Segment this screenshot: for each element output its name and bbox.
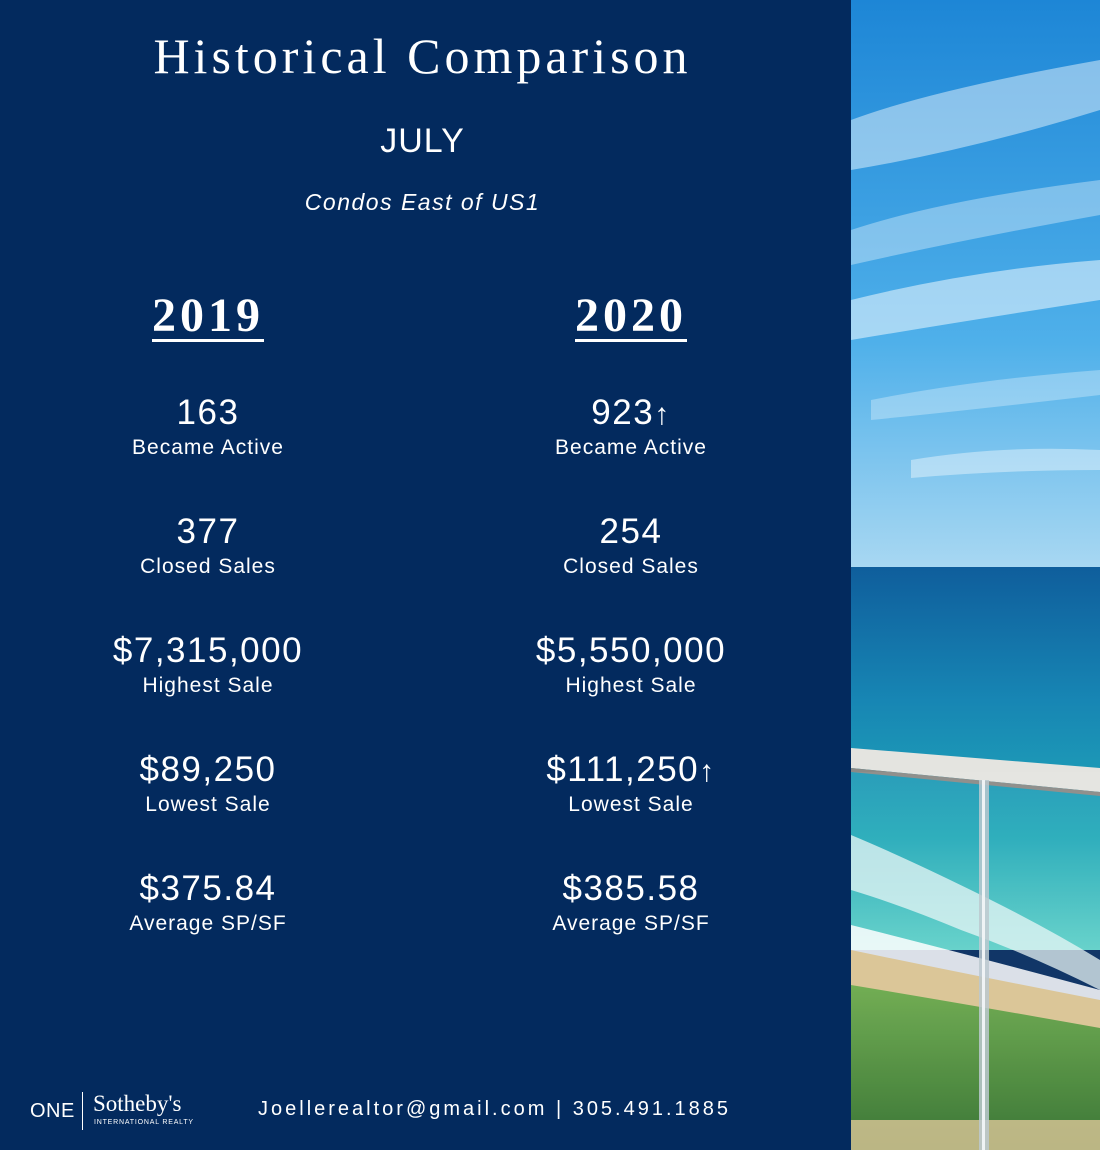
up-arrow-icon: ↑ <box>654 398 671 431</box>
stat-label: Average SP/SF <box>552 912 710 935</box>
page-title: Historical Comparison <box>153 28 692 84</box>
stat-became-active <box>58 394 358 513</box>
year-column-2020 <box>481 288 781 935</box>
segment-subtitle: Condos East of US1 <box>304 189 541 215</box>
stat-label: Lowest Sale <box>568 793 694 816</box>
stat-label: Highest Sale <box>142 674 274 697</box>
stat-value: $7,315,000 <box>112 631 304 670</box>
stat-value: 254 <box>599 512 663 551</box>
stat-lowest-sale <box>481 751 781 870</box>
ocean-balcony-photo <box>851 0 1100 1150</box>
brand-logo-name: Sotheby's <box>93 1091 182 1116</box>
stat-highest-sale <box>481 632 781 751</box>
stat-highest-sale <box>58 632 358 751</box>
stat-value: $89,250 <box>139 750 277 789</box>
year-heading: 2019 <box>152 289 264 342</box>
stat-list <box>481 394 781 989</box>
up-arrow-icon: ↑ <box>699 755 716 788</box>
stat-label: Lowest Sale <box>145 793 271 816</box>
stat-label: Closed Sales <box>140 555 276 578</box>
stat-average-sp-sf <box>58 870 358 989</box>
stat-value: $375.84 <box>139 869 277 908</box>
brand-logo-subtitle: INTERNATIONAL REALTY <box>94 1119 194 1126</box>
stat-closed-sales <box>481 513 781 632</box>
brand-logo-one: ONE <box>30 1100 75 1122</box>
logo-divider <box>82 1092 83 1130</box>
contact-info: Joellerealtor@gmail.com | 305.491.1885 <box>258 1098 732 1120</box>
stat-closed-sales <box>58 513 358 632</box>
stat-list <box>58 394 358 989</box>
stat-label: Average SP/SF <box>129 912 287 935</box>
stat-value: 377 <box>176 512 240 551</box>
stat-value: $385.58 <box>562 869 700 908</box>
footer <box>0 1088 851 1138</box>
stat-label: Closed Sales <box>563 555 699 578</box>
stat-value: $111,250 <box>546 750 700 789</box>
stat-value: $5,550,000 <box>535 631 727 670</box>
stat-label: Became Active <box>555 436 707 459</box>
stat-value: 923 <box>591 393 655 432</box>
year-column-2019 <box>58 288 358 935</box>
stat-became-active <box>481 394 781 513</box>
stat-value: 163 <box>176 393 240 432</box>
month-label: JULY <box>380 122 465 160</box>
stat-label: Became Active <box>132 436 284 459</box>
year-heading: 2020 <box>575 289 687 342</box>
stat-average-sp-sf <box>481 870 781 989</box>
stat-lowest-sale <box>58 751 358 870</box>
stat-label: Highest Sale <box>565 674 697 697</box>
